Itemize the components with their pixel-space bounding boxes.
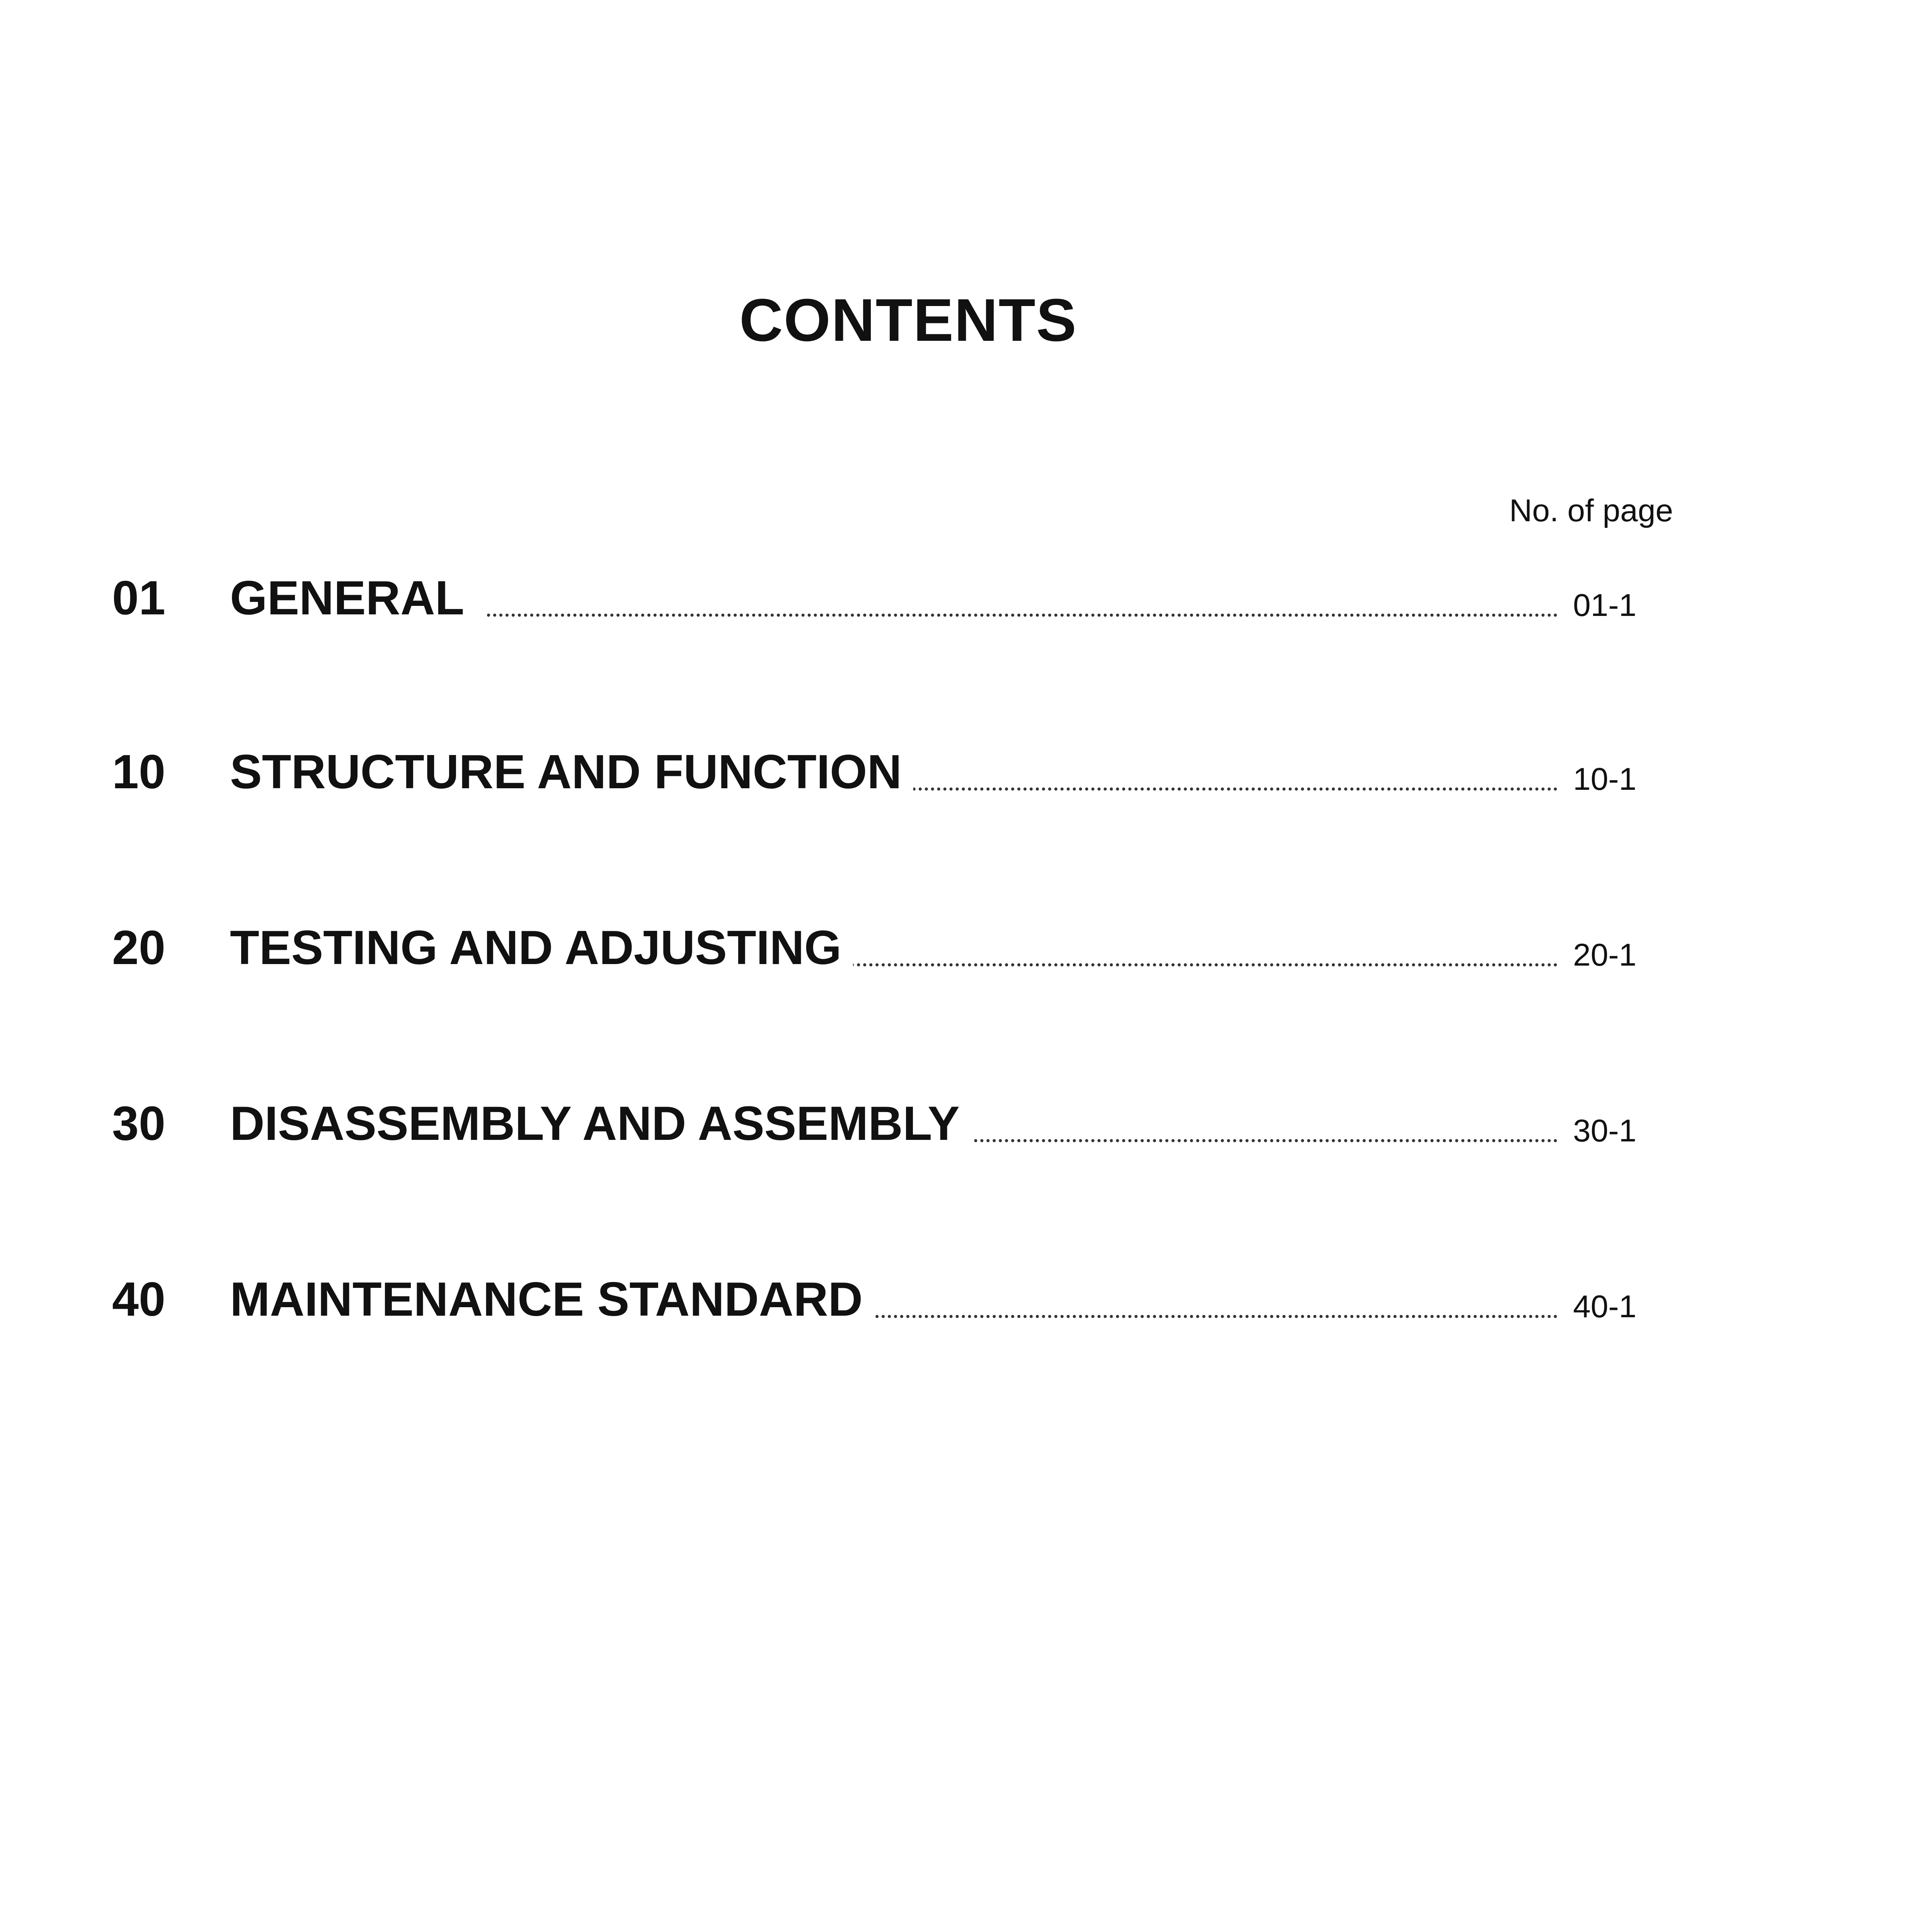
dot-leader xyxy=(487,614,1558,617)
toc-entry-testing-and-adjusting[interactable] xyxy=(0,895,1917,975)
toc-entry-disassembly-and-assembly[interactable] xyxy=(0,1070,1917,1148)
section-page-ref: 40-1 xyxy=(1573,1289,1637,1324)
toc-entry-general[interactable] xyxy=(0,545,1917,625)
section-title: DISASSEMBLY AND ASSEMBLY xyxy=(230,1100,971,1148)
toc-entry-structure-and-function[interactable] xyxy=(0,719,1917,799)
section-title: STRUCTURE AND FUNCTION xyxy=(230,748,913,796)
page-title: CONTENTS xyxy=(739,287,1077,354)
section-title: MAINTENANCE STANDARD xyxy=(230,1276,874,1323)
toc-entry-maintenance-standard[interactable] xyxy=(0,1246,1917,1326)
section-page-ref: 30-1 xyxy=(1573,1113,1637,1148)
section-page-ref: 20-1 xyxy=(1573,937,1637,973)
section-number: 10 xyxy=(112,745,165,799)
section-number: 40 xyxy=(112,1273,165,1326)
page-number-column-header: No. of page xyxy=(1509,493,1673,528)
section-number: 30 xyxy=(112,1097,165,1150)
section-page-ref: 01-1 xyxy=(1573,588,1637,623)
section-number: 20 xyxy=(112,921,165,975)
section-title: TESTING AND ADJUSTING xyxy=(230,924,853,972)
section-title: GENERAL xyxy=(230,574,476,622)
section-number: 01 xyxy=(112,571,165,625)
section-page-ref: 10-1 xyxy=(1573,762,1637,797)
